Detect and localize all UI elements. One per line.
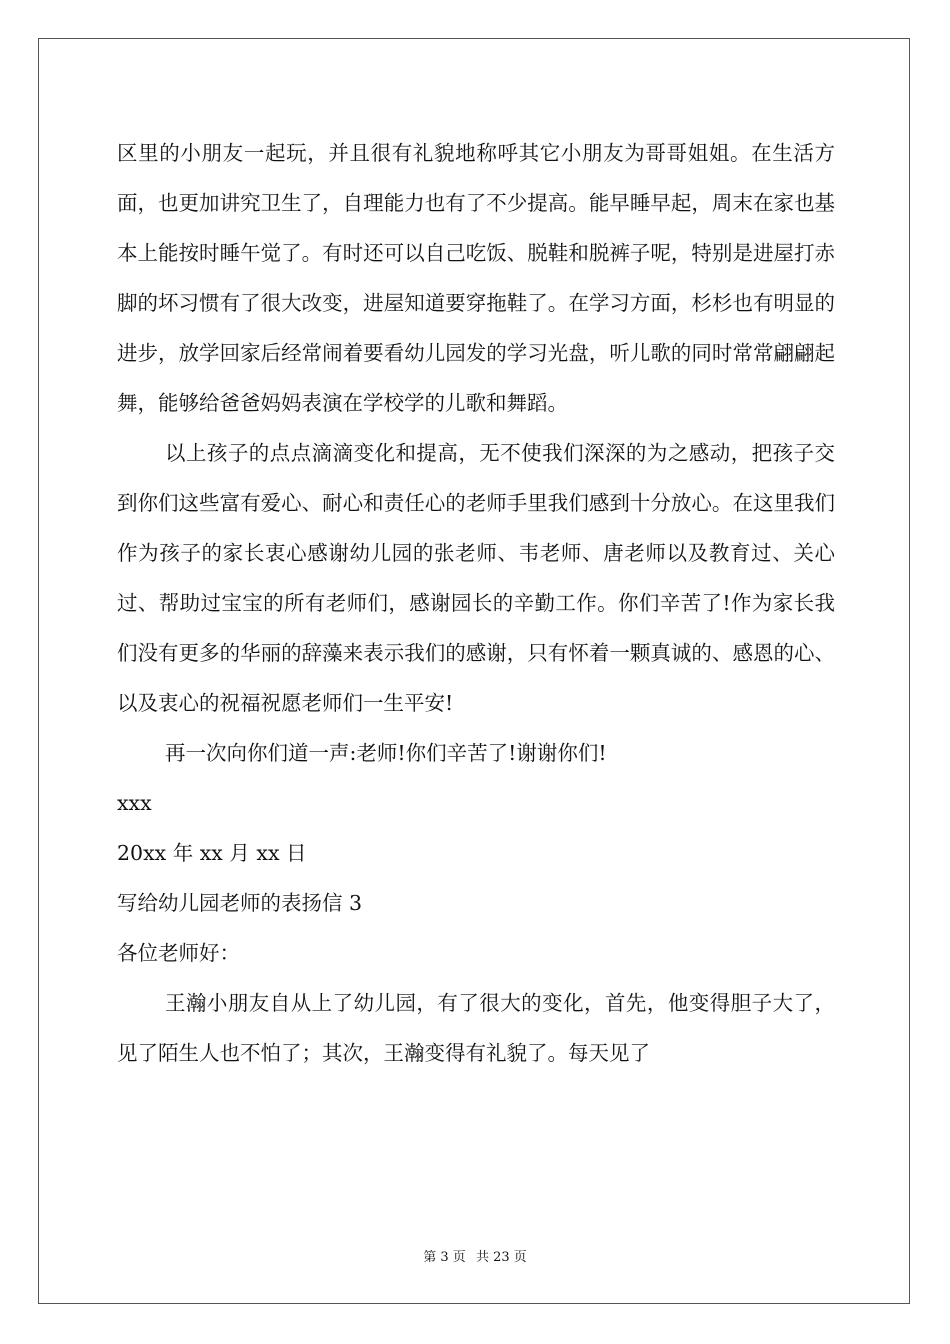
- date: 20xx 年 xx 月 xx 日: [117, 841, 307, 865]
- page-footer: [0, 1246, 950, 1265]
- paragraph-2: 以上孩子的点点滴滴变化和提高，无不使我们深深的为之感动，把孩子交到你们这些富有爱心、耐心和责任心的老师手里我们感到十分放心。在这里我们作为孩子的家长衷心感谢幼儿园的张老师、韦老师、唐老师以及教育过、关心过、帮助过宝宝的所有老师们，感谢园长的辛勤工作。你们辛苦了!作为家长我们没有更多的华丽的辞藻来表示我们的感谢，只有怀着一颗真诚的、感恩的心、以及衷心的祝福祝愿老师们一生平安!: [117, 441, 835, 715]
- paragraph-1: 区里的小朋友一起玩，并且很有礼貌地称呼其它小朋友为哥哥姐姐。在生活方面，也更加讲究卫生了，自理能力也有了不少提高。能早睡早起，周末在家也基本上能按时睡午觉了。有时还可以自己吃饭、脱鞋和脱裤子呢，特别是进屋打赤脚的坏习惯有了很大改变，进屋知道要穿拖鞋了。在学习方面，杉杉也有明显的进步，放学回家后经常闹着要看幼儿园发的学习光盘，听儿歌的同时常常翩翩起舞，能够给爸爸妈妈表演在学校学的儿歌和舞蹈。: [117, 141, 835, 415]
- page-total: 共 23 页: [475, 1250, 527, 1265]
- page-number: 第 3 页: [423, 1250, 466, 1265]
- letter-body-start: 王瀚小朋友自从上了幼儿园，有了很大的变化，首先，他变得胆子大了，见了陌生人也不怕了；其次，王瀚变得有礼貌了。每天见了: [117, 991, 835, 1065]
- greeting: 各位老师好：: [117, 941, 240, 965]
- document-content: [117, 128, 835, 1078]
- letter-title: 写给幼儿园老师的表扬信 3: [117, 891, 363, 915]
- paragraph-3: 再一次向你们道一声:老师!你们辛苦了!谢谢你们!: [165, 741, 607, 765]
- signature: xxx: [117, 791, 152, 815]
